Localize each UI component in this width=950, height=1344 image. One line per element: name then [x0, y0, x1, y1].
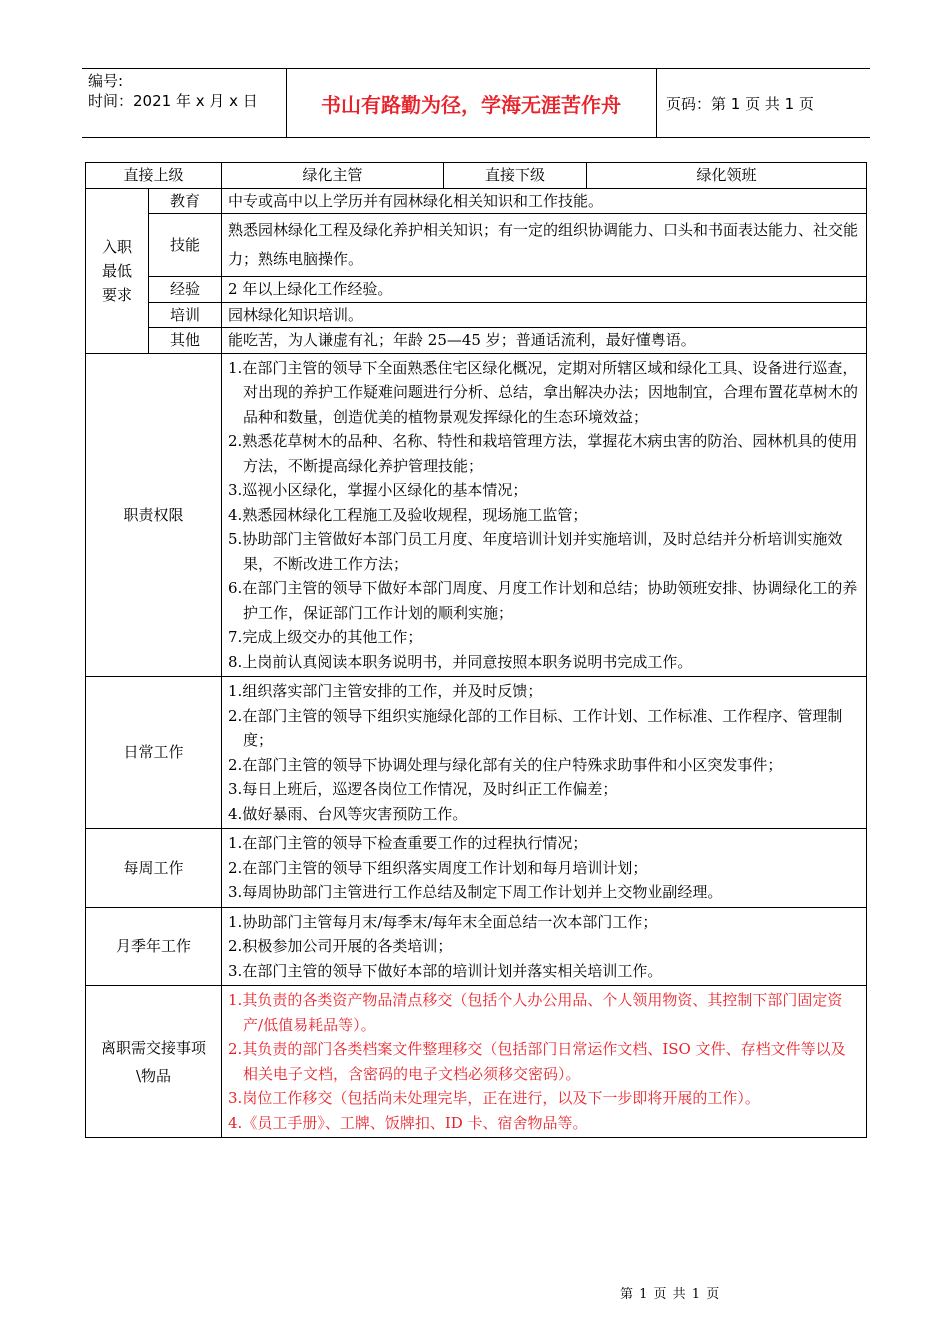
requirements-label: 入职 最低 要求 [86, 188, 149, 353]
section-content [222, 353, 867, 677]
page-footer: 第 1 页 共 1 页 [620, 1287, 721, 1302]
header-meta [88, 71, 258, 111]
list-item: 3.巡视小区绿化，掌握小区绿化的基本情况； [228, 481, 528, 499]
section-label: 职责权限 [86, 353, 222, 677]
section-content [222, 677, 867, 829]
list-item: 1.其负责的各类资产物品清点移交（包括个人办公用品、个人领用物资、其控制下部门固定资产/低值易耗品等）。 [228, 991, 843, 1034]
list-item: 2.其负责的部门各类档案文件整理移交（包括部门日常运作文档、ISO 文件、存档文件等以及相关电子文档，含密码的电子文档必须移交密码）。 [228, 1040, 846, 1083]
superior-label: 直接上级 [86, 163, 222, 189]
date-line: 时间：2021 年 x 月 x 日 [88, 92, 258, 110]
reporting-row [86, 163, 867, 189]
header-divider [656, 69, 657, 137]
list-item: 1.协助部门主管每月末/每季末/每年末全面总结一次本部门工作； [228, 912, 658, 931]
requirement-label: 其他 [149, 328, 222, 354]
header-motto: 书山有路勤为径，学海无涯苦作舟 [321, 92, 621, 117]
list-item: 1.在部门主管的领导下检查重要工作的过程执行情况； [228, 834, 588, 852]
list-item: 6.在部门主管的领导下做好本部门周度、月度工作计划和总结；协助领班安排、协调绿化工的养护工作，保证部门工作计划的顺利实施； [228, 579, 858, 622]
list-item: 3.每日上班后，巡逻各岗位工作情况，及时纠正工作偏差； [228, 780, 618, 798]
list-item: 3.在部门主管的领导下做好本部的培训计划并落实相关培训工作。 [228, 961, 663, 980]
list-item: 1.在部门主管的领导下全面熟悉住宅区绿化概况，定期对所辖区域和绿化工具、设备进行巡查，对出现的养护工作疑难问题进行分析、总结，拿出解决办法；因地制宜，合理布置花草树木的品种和数量，创造优美的植物景观发挥绿化的生态环境效益； [228, 358, 859, 426]
requirement-row [86, 277, 867, 303]
section-label: 月季年工作 [86, 907, 222, 986]
section-row [86, 829, 867, 908]
requirement-label: 技能 [149, 214, 222, 277]
list-item: 5.协助部门主管做好本部门员工月度、年度培训计划并实施培训，及时总结并分析培训实施效果，不断改进工作方法； [228, 530, 843, 573]
list-item: 2.在部门主管的领导下协调处理与绿化部有关的住户特殊求助事件和小区突发事件； [228, 755, 783, 774]
list-item: 2.积极参加公司开展的各类培训； [228, 937, 453, 955]
list-item: 4.做好暴雨、台风等灾害预防工作。 [228, 804, 468, 823]
list-item: 4.熟悉园林绿化工程施工及验收规程，现场施工监管； [228, 505, 588, 524]
requirement-value: 园林绿化知识培训。 [222, 302, 867, 328]
requirement-row [86, 302, 867, 328]
section-row [86, 677, 867, 829]
list-item: 2.在部门主管的领导下组织实施绿化部的工作目标、工作计划、工作标准、工作程序、管理制度； [228, 706, 843, 749]
section-row [86, 907, 867, 986]
requirement-value: 能吃苦，为人谦虚有礼；年龄 25—45 岁；普通话流利，最好懂粤语。 [222, 328, 867, 354]
section-content [222, 986, 867, 1138]
list-item: 2.熟悉花草树木的品种、名称、特性和栽培管理方法，掌握花木病虫害的防治、园林机具的使用方法，不断提高绿化养护管理技能； [228, 432, 858, 475]
list-item: 1.组织落实部门主管安排的工作，并及时反馈； [228, 682, 543, 700]
document-header [82, 68, 870, 138]
superior-value: 绿化主管 [222, 163, 444, 189]
section-label: 离职需交接事项\物品 [86, 986, 222, 1138]
list-item: 3.每周协助部门主管进行工作总结及制定下周工作计划并上交物业副经理。 [228, 883, 723, 901]
header-page-info: 页码：第 1 页 共 1 页 [666, 94, 814, 113]
requirement-label: 经验 [149, 277, 222, 303]
requirement-value: 中专或高中以上学历并有园林绿化相关知识和工作技能。 [222, 188, 867, 214]
requirement-value: 熟悉园林绿化工程及绿化养护相关知识；有一定的组织协调能力、口头和书面表达能力、社交能力；熟练电脑操作。 [222, 214, 867, 277]
requirement-row [86, 328, 867, 354]
requirement-row [86, 188, 867, 214]
section-row [86, 353, 867, 677]
section-label: 每周工作 [86, 829, 222, 908]
requirement-label: 教育 [149, 188, 222, 214]
requirement-label: 培训 [149, 302, 222, 328]
list-item: 2.在部门主管的领导下组织落实周度工作计划和每月培训计划； [228, 858, 648, 877]
list-item: 8.上岗前认真阅读本职务说明书，并同意按照本职务说明书完成工作。 [228, 652, 693, 671]
list-item: 3.岗位工作移交（包括尚未处理完毕，正在进行，以及下一步即将开展的工作）。 [228, 1089, 760, 1107]
code-label: 编号: [88, 72, 124, 90]
list-item: 4.《员工手册》、工牌、饭牌扣、ID 卡、宿舍物品等。 [228, 1113, 588, 1132]
section-row [86, 986, 867, 1138]
subordinate-label: 直接下级 [444, 163, 587, 189]
requirement-row [86, 214, 867, 277]
list-item: 7.完成上级交办的其他工作； [228, 628, 423, 646]
job-description-table [85, 162, 867, 1138]
subordinate-value: 绿化领班 [587, 163, 867, 189]
section-label: 日常工作 [86, 677, 222, 829]
section-content [222, 907, 867, 986]
section-content [222, 829, 867, 908]
requirement-value: 2 年以上绿化工作经验。 [222, 277, 867, 303]
